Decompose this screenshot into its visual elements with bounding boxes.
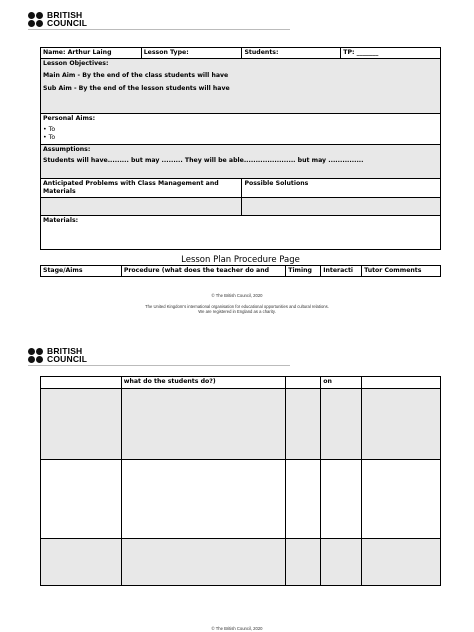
british-council-logo-2 [28,347,87,363]
header-stage-aims: Stage/Aims [41,266,122,277]
footer-2 [0,626,474,632]
header-timing: Timing [286,266,321,277]
table-row [41,460,441,539]
footer-line-2: We are registered in England as a charity. [198,309,276,314]
logo-dots-icon [28,12,43,27]
logo-line-2: COUNCIL [47,354,88,364]
cont-timing [286,377,321,389]
procedure-header-table [40,265,441,277]
personal-aim-1: • To [43,126,56,133]
cont-interaction: on [321,377,362,389]
solutions-cell [242,198,441,216]
footer-copyright-2: © The British Council, 2020 [211,626,263,631]
assumptions-cell [41,145,441,179]
header-divider [28,29,290,30]
personal-aim-2: • To [43,134,56,141]
assumption-text: Students will have......... but may ......... They will be able...................... but may ............... [43,157,364,164]
tp-cell: TP: _______ [341,48,441,59]
problems-header: Anticipated Problems with Class Management and Materials [41,179,242,198]
logo-line-2: COUNCIL [47,18,88,28]
logo-line-1: BRITISH [47,10,83,20]
assumptions-label: Assumptions: [43,146,91,153]
problems-cell [41,198,242,216]
materials-cell: Materials: [41,216,441,250]
header-tutor-comments: Tutor Comments [362,266,441,277]
objectives-cell [41,59,441,114]
main-aim: Main Aim - By the end of the class students will have [43,72,229,79]
logo-line-1: BRITISH [47,346,83,356]
british-council-logo [28,11,87,27]
students-cell: Students: [242,48,341,59]
lesson-type-cell: Lesson Type: [141,48,242,59]
procedure-table [40,376,441,586]
objectives-label: Lesson Objectives: [43,60,109,67]
procedure-title: Lesson Plan Procedure Page [181,255,300,265]
logo-dots-icon [28,348,43,363]
cont-stage [41,377,122,389]
page-two [0,335,474,632]
cont-procedure: what do the students do?) [121,377,286,389]
sub-aim: Sub Aim - By the end of the lesson students will have [43,85,230,92]
personal-aims-cell [41,114,441,145]
footer-line-1: The United Kingdom's international organisation for educational opportunities and cultural relations. [145,303,329,309]
table-row [41,389,441,460]
name-cell: Name: Arthur Laing [41,48,142,59]
header-divider-2 [28,365,290,366]
lesson-plan-table [40,47,441,250]
header-interaction: Interacti [321,266,362,277]
cont-tutor [362,377,441,389]
footer-copyright: © The British Council, 2020 [211,293,263,298]
solutions-header: Possible Solutions [242,179,441,198]
table-row [41,539,441,586]
footer [0,293,474,315]
personal-aims-label: Personal Aims: [43,115,96,122]
header-procedure: Procedure (what does the teacher do and [121,266,285,277]
